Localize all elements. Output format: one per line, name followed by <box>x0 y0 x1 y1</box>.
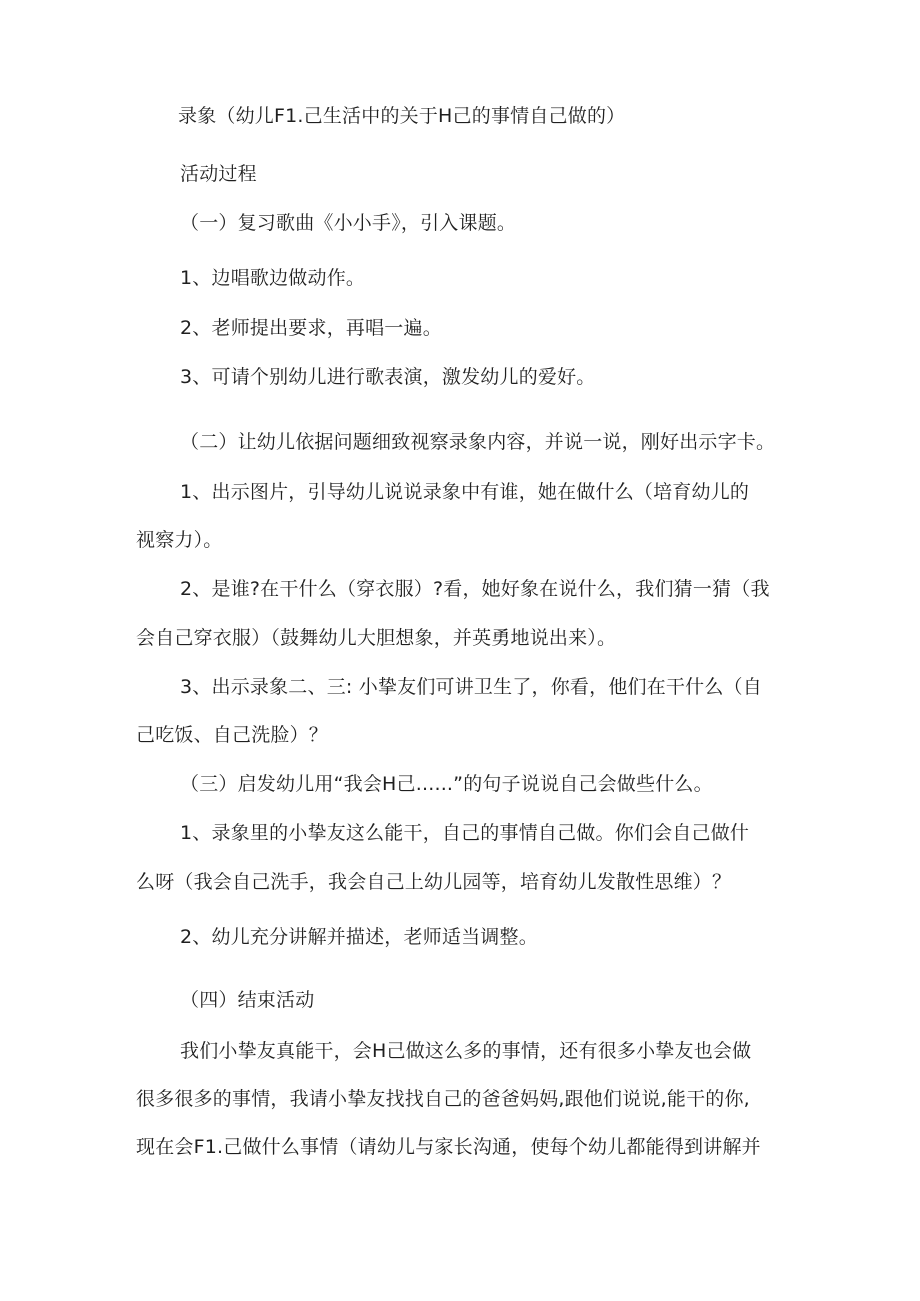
doc-line-step-2-3-a: 3、出示录象二、三: 小挚友们可讲卫生了，你看，他们在干什么（自 <box>180 676 762 698</box>
doc-line-step-1-2: 2、老师提出要求，再唱一遍。 <box>180 317 442 339</box>
doc-line-step-2-2-a: 2、是谁?在干什么（穿衣服）?看，她好象在说什么，我们猜一猜（我 <box>180 578 770 600</box>
doc-line-section-4: （四）结束活动 <box>180 989 315 1011</box>
doc-line-step-3-2: 2、幼儿充分讲解并描述，老师适当调整。 <box>180 926 538 948</box>
doc-line-step-2-1-a: 1、出示图片，引导幼儿说说录象中有谁，她在做什么（培育幼儿的 <box>180 481 750 503</box>
doc-line-step-3-1-a: 1、录象里的小挚友这么能干，自己的事情自己做。你们会自己做什 <box>180 822 750 844</box>
doc-line-section-2: （二）让幼儿依据问题细致视察录象内容，并说一说，刚好出示字卡。 <box>180 431 776 453</box>
doc-line-section-3: （三）启发幼儿用“我会H己......”的句子说说自己会做些什么。 <box>180 773 713 795</box>
doc-line-video-title: 录象（幼儿F1.己生活中的关于H己的事情自己做的） <box>178 105 626 127</box>
doc-line-closing-a: 我们小挚友真能干，会H己做这么多的事情，还有很多小挚友也会做 <box>180 1040 752 1062</box>
doc-line-closing-b: 很多很多的事情，我请小挚友找找自己的爸爸妈妈,跟他们说说,能干的你, <box>136 1088 750 1110</box>
doc-line-step-1-1: 1、边唱歌边做动作。 <box>180 267 366 289</box>
doc-line-step-2-1-b: 视察力）。 <box>136 529 223 551</box>
doc-line-step-3-1-b: 么呀（我会自己洗手，我会自己上幼儿园等，培育幼儿发散性思维）？ <box>136 871 732 893</box>
doc-line-step-2-3-b: 己吃饭、自己洗脸）？ <box>136 724 329 746</box>
doc-line-step-2-2-b: 会自己穿衣服）（鼓舞幼儿大胆想象，并英勇地说出来）。 <box>136 627 617 649</box>
doc-line-closing-c: 现在会F1.己做什么事情（请幼儿与家长沟通，使每个幼儿都能得到讲解并 <box>136 1136 761 1158</box>
doc-line-activity-process: 活动过程 <box>180 163 257 185</box>
doc-line-section-1: （一）复习歌曲《小小手》，引入课题。 <box>180 212 517 234</box>
doc-line-step-1-3: 3、可请个别幼儿进行歌表演，激发幼儿的爱好。 <box>180 366 596 388</box>
